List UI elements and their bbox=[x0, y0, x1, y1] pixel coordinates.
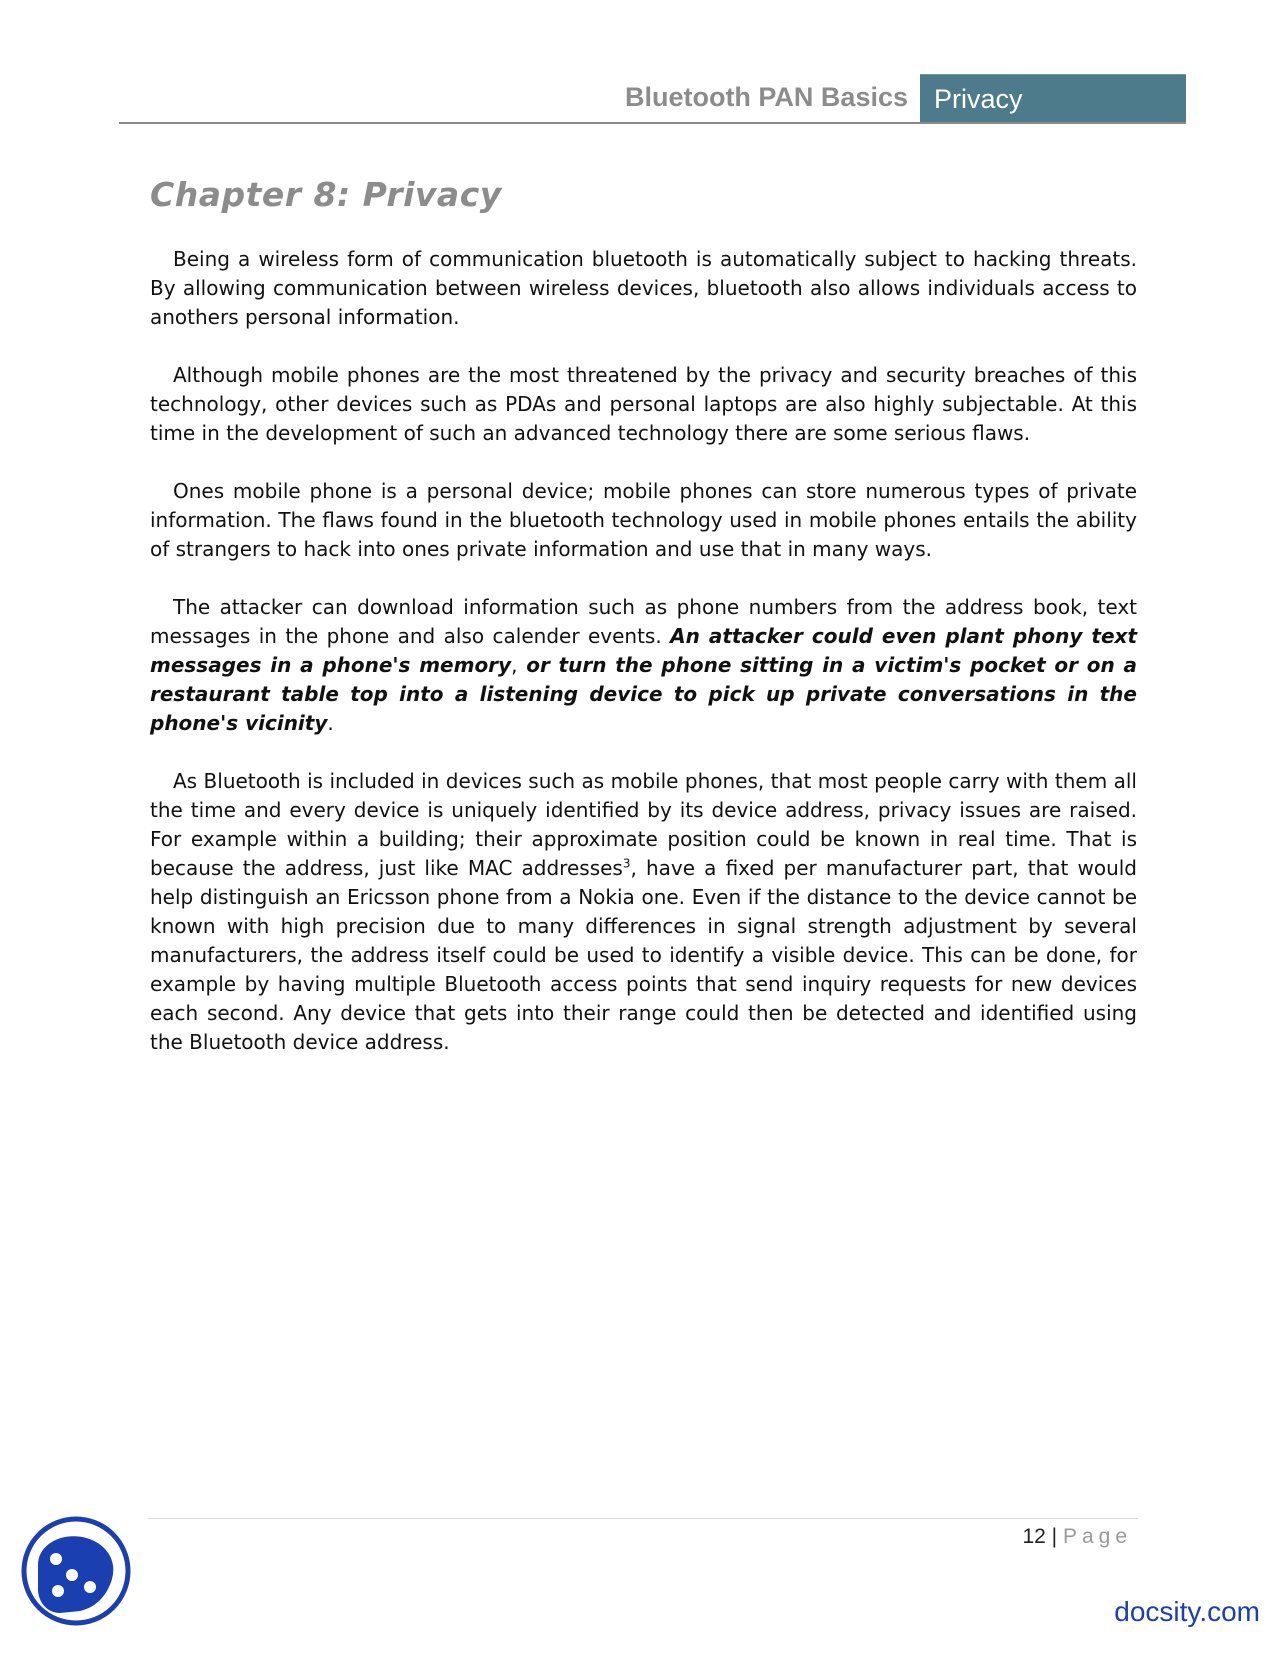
paragraph-5-part-b: , have a fixed per manufacturer part, that would help distinguish an Ericsson phone from a Nokia one. Even if the distance to the device cannot be known with high precision due to many differences in signal strength adjustment by several manufacturers, the address itself could be used to identify a visible device. This can be done, for example by having multiple Bluetooth access points that send inquiry requests for new devices each second. Any device that gets into their range could then be detected and identified using the Bluetooth device address. bbox=[150, 856, 1137, 1054]
paragraph-4-emphasis-b: or turn the phone sitting in a victim's pocket or on a restaurant table top into a listening device to pick up private conversations in the phone's vicinity bbox=[150, 653, 1137, 735]
footnote-marker[interactable]: 3 bbox=[622, 856, 631, 871]
footer-divider bbox=[148, 1518, 1138, 1519]
page-number-separator: | bbox=[1051, 1525, 1058, 1548]
chapter-title: Chapter 8: Privacy bbox=[150, 175, 502, 214]
paragraph-4 bbox=[150, 593, 1137, 738]
paragraph-5-part-a: As Bluetooth is included in devices such as mobile phones, that most people carry with them all the time and every device is uniquely identified by its device address, privacy issues are raised. For example within a building; their approximate position could be known in real time. That is because the address, just like MAC addresses bbox=[150, 769, 1137, 880]
paragraph-4-plain: The attacker can download information such as phone numbers from the address book, text messages in the phone and also calender events. bbox=[150, 595, 1137, 648]
header-divider bbox=[119, 122, 1186, 124]
paragraph-4-comma: , bbox=[511, 653, 518, 677]
page-number-value: 12 bbox=[1022, 1525, 1046, 1548]
header-section-tab bbox=[920, 74, 1186, 123]
paragraph-4-emphasis-a: An attacker could even plant phony text messages in a phone's memory bbox=[150, 624, 1138, 677]
docsity-logo-icon[interactable] bbox=[20, 1515, 132, 1627]
paragraph-4-end: . bbox=[327, 711, 334, 735]
page-header bbox=[119, 74, 1186, 124]
body-content bbox=[150, 245, 1137, 1086]
header-doc-title: Bluetooth PAN Basics bbox=[624, 82, 908, 112]
page-word: Page bbox=[1062, 1525, 1132, 1548]
header-section-label: Privacy bbox=[934, 84, 1023, 114]
paragraph-5 bbox=[150, 767, 1137, 1057]
paragraph-2: Although mobile phones are the most threatened by the privacy and security breaches of this technology, other devices such as PDAs and personal laptops are also highly subjectable. At this time in the development of such an advanced technology there are some serious flaws. bbox=[150, 363, 1137, 445]
page-number bbox=[1022, 1525, 1132, 1549]
paragraph-1: Being a wireless form of communication bluetooth is automatically subject to hacking threats. By allowing communication between wireless devices, bluetooth also allows individuals access to anothers personal information. bbox=[150, 247, 1137, 329]
brand-link[interactable]: docsity.com bbox=[1114, 1596, 1260, 1627]
docsity-logo-graphic bbox=[20, 1515, 132, 1627]
paragraph-3: Ones mobile phone is a personal device; mobile phones can store numerous types of private information. The flaws found in the bluetooth technology used in mobile phones entails the ability of strangers to hack into ones private information and use that in many ways. bbox=[150, 479, 1137, 561]
